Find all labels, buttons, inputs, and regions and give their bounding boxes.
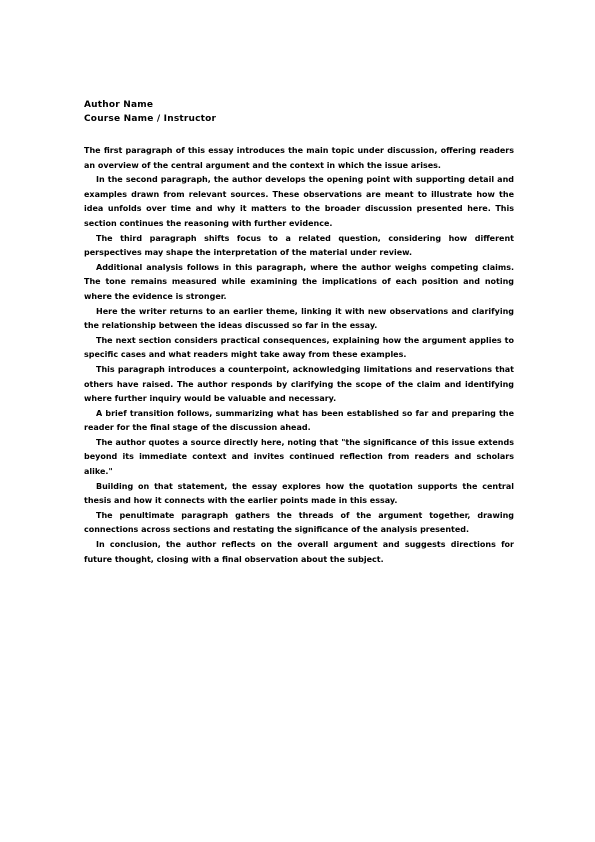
- paragraph: Building on that statement, the essay explores how the quotation supports the central thesis and how it connects with the earlier points made in this essay.: [84, 481, 514, 506]
- paragraph: In conclusion, the author reflects on the overall argument and suggests directions for future thought, closing with a final observation about the subject.: [84, 540, 514, 564]
- paragraph: The third paragraph shifts focus to a related question, considering how different perspectives may shape the interpretation of the material under review.: [84, 233, 514, 258]
- course-line: Course Name / Instructor: [84, 114, 217, 124]
- paragraph: Here the writer returns to an earlier theme, linking it with new observations and clarifying the relationship between the ideas discussed so far in the essay.: [84, 306, 514, 331]
- essay-body: [84, 144, 514, 774]
- author-name: Author Name: [84, 100, 154, 110]
- paragraph: Additional analysis follows in this paragraph, where the author weighs competing claims. The tone remains measured while examining the implications of each position and noting where the evidence is stronger.: [84, 262, 514, 301]
- document-header: [84, 98, 514, 126]
- paragraph: This paragraph introduces a counterpoint, acknowledging limitations and reservations that others have raised. The author responds by clarifying the scope of the claim and identifying where further inquiry would be valuable and necessary.: [84, 364, 514, 404]
- paragraph: In the second paragraph, the author develops the opening point with supporting detail and examples drawn from relevant sources. These observations are meant to illustrate how the idea unfolds over time and why it matters to the broader discussion presented here. This section continues the reasoning with further evidence.: [84, 175, 514, 228]
- paragraph: The first paragraph of this essay introduces the main topic under discussion, offering readers an overview of the central argument and the context in which the issue arises.: [84, 146, 514, 170]
- paragraph: The author quotes a source directly here, noting that "the significance of this issue extends beyond its immediate context and invites continued reflection from readers and scholars alike.": [84, 437, 514, 477]
- paragraph: A brief transition follows, summarizing what has been established so far and preparing the reader for the final stage of the discussion ahead.: [84, 408, 514, 433]
- paragraph: The next section considers practical consequences, explaining how the argument applies to specific cases and what readers might take away from these examples.: [84, 335, 514, 360]
- paragraph: The penultimate paragraph gathers the threads of the argument together, drawing connections across sections and restating the significance of the analysis presented.: [84, 510, 514, 535]
